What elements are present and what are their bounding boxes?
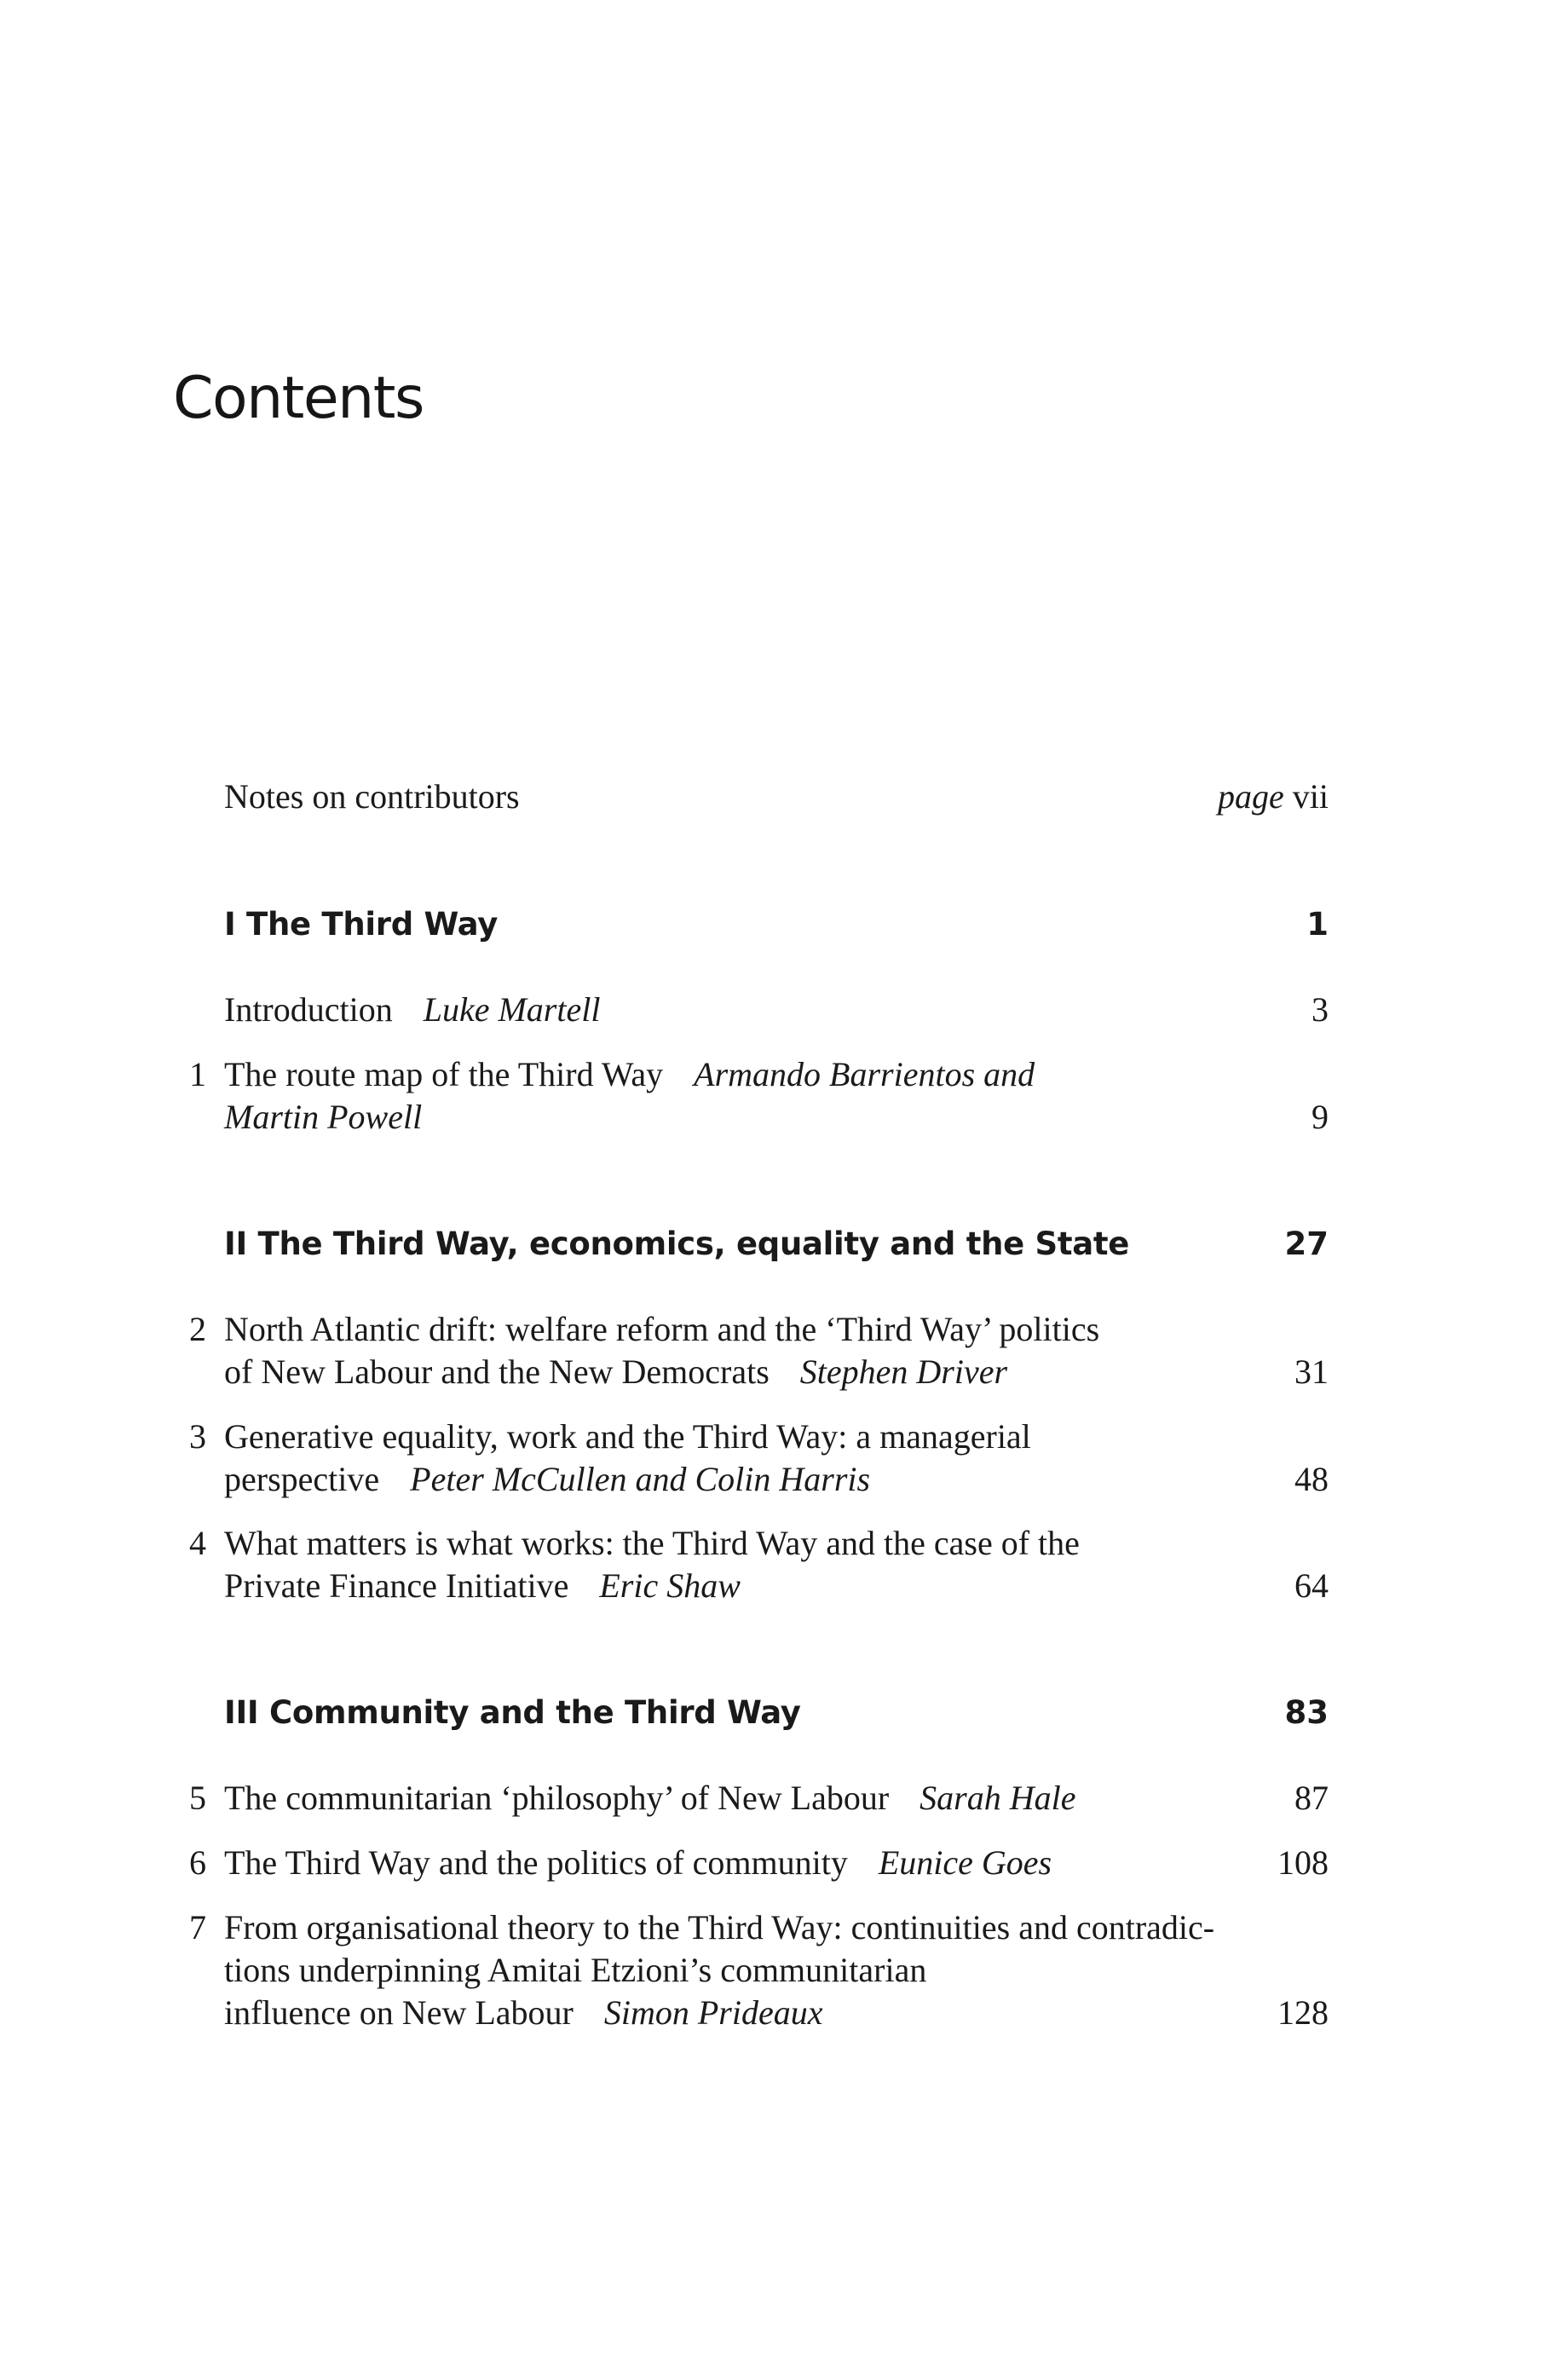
toc-entry-continuation[interactable] bbox=[173, 1949, 1329, 1992]
toc-page-number: 83 bbox=[1284, 1694, 1329, 1731]
toc-entry-title: What matters is what works: the Third Way and the case of the bbox=[224, 1524, 1080, 1562]
toc-page-number: 48 bbox=[1294, 1460, 1329, 1498]
toc-entry-continuation[interactable] bbox=[173, 1458, 1329, 1501]
toc-front-matter[interactable] bbox=[173, 776, 1329, 818]
toc-entry-title: Notes on contributors bbox=[224, 777, 520, 816]
toc-page-number: 1 bbox=[1306, 906, 1329, 943]
toc-entry-author: Simon Prideaux bbox=[603, 1993, 823, 2032]
chapter-number: 1 bbox=[189, 1055, 206, 1093]
chapter-number: 7 bbox=[189, 1908, 206, 1946]
toc-entry-author: Luke Martell bbox=[423, 990, 601, 1029]
toc-entry[interactable] bbox=[173, 1308, 1329, 1351]
toc-entry-author: Peter McCullen and Colin Harris bbox=[410, 1460, 871, 1498]
toc-entry-title: Introduction bbox=[224, 990, 393, 1029]
toc-entry-title: The communitarian ‘philosophy’ of New Labour bbox=[224, 1779, 890, 1817]
toc-entry[interactable] bbox=[173, 1522, 1329, 1565]
toc-entry[interactable] bbox=[173, 1053, 1329, 1096]
toc-entry-title: From organisational theory to the Third Way: continuities and contradic- bbox=[224, 1908, 1215, 1946]
toc-page-number: 9 bbox=[1311, 1098, 1329, 1136]
toc-entry-author: Eunice Goes bbox=[878, 1843, 1052, 1882]
toc-page-number: 64 bbox=[1294, 1566, 1329, 1605]
chapter-number: 4 bbox=[189, 1524, 206, 1562]
page-title: Contents bbox=[173, 365, 424, 432]
toc-part-heading[interactable] bbox=[173, 1692, 1329, 1734]
toc-entry-title: influence on New Labour bbox=[224, 1993, 574, 2032]
page-word: page bbox=[1218, 777, 1284, 816]
toc-entry[interactable] bbox=[173, 1416, 1329, 1458]
part-title: I The Third Way bbox=[224, 906, 499, 943]
toc-entry-title: tions underpinning Amitai Etzioni’s communitarian bbox=[224, 1951, 927, 1989]
toc-entry[interactable] bbox=[173, 989, 1329, 1031]
toc-entry-title: perspective bbox=[224, 1460, 380, 1498]
toc-entry-continuation[interactable] bbox=[173, 1351, 1329, 1393]
toc-page-number: 87 bbox=[1294, 1779, 1329, 1817]
toc-page-number: 27 bbox=[1284, 1226, 1329, 1262]
toc-entry[interactable] bbox=[173, 1906, 1329, 1949]
toc-entry[interactable] bbox=[173, 1777, 1329, 1820]
toc-page-number: 128 bbox=[1277, 1993, 1329, 2032]
toc-entry-title: North Atlantic drift: welfare reform and the ‘Third Way’ politics bbox=[224, 1310, 1100, 1348]
chapter-number: 2 bbox=[189, 1310, 206, 1348]
toc-entry-author: Stephen Driver bbox=[799, 1352, 1008, 1391]
chapter-number: 6 bbox=[189, 1843, 206, 1882]
toc-page-number: 108 bbox=[1277, 1843, 1329, 1882]
chapter-number: 5 bbox=[189, 1779, 206, 1817]
toc-entry-title: The route map of the Third Way bbox=[224, 1055, 664, 1093]
toc-entry-author: Armando Barrientos and bbox=[694, 1055, 1035, 1093]
toc-entry-author: Eric Shaw bbox=[599, 1566, 741, 1605]
toc-entry-title: The Third Way and the politics of community bbox=[224, 1843, 848, 1882]
toc-entry-title: of New Labour and the New Democrats bbox=[224, 1352, 770, 1391]
toc-entry-continuation[interactable] bbox=[173, 1096, 1329, 1139]
part-title: II The Third Way, economics, equality and the State bbox=[224, 1226, 1130, 1262]
chapter-number: 3 bbox=[189, 1417, 206, 1456]
toc-entry-continuation[interactable] bbox=[173, 1992, 1329, 2034]
toc-entry[interactable] bbox=[173, 1842, 1329, 1884]
toc-entry-author: Martin Powell bbox=[224, 1098, 423, 1136]
toc-page-number: page vii bbox=[1218, 777, 1329, 816]
toc-page-number: 31 bbox=[1294, 1352, 1329, 1391]
toc-entry-author: Sarah Hale bbox=[919, 1779, 1076, 1817]
toc-part-heading[interactable] bbox=[173, 903, 1329, 946]
toc-entry-title: Generative equality, work and the Third Way: a managerial bbox=[224, 1417, 1031, 1456]
toc-part-heading[interactable] bbox=[173, 1223, 1329, 1266]
toc-entry-continuation[interactable] bbox=[173, 1565, 1329, 1607]
part-title: III Community and the Third Way bbox=[224, 1694, 801, 1731]
toc-page-number: 3 bbox=[1311, 990, 1329, 1029]
toc-entry-title: Private Finance Initiative bbox=[224, 1566, 569, 1605]
